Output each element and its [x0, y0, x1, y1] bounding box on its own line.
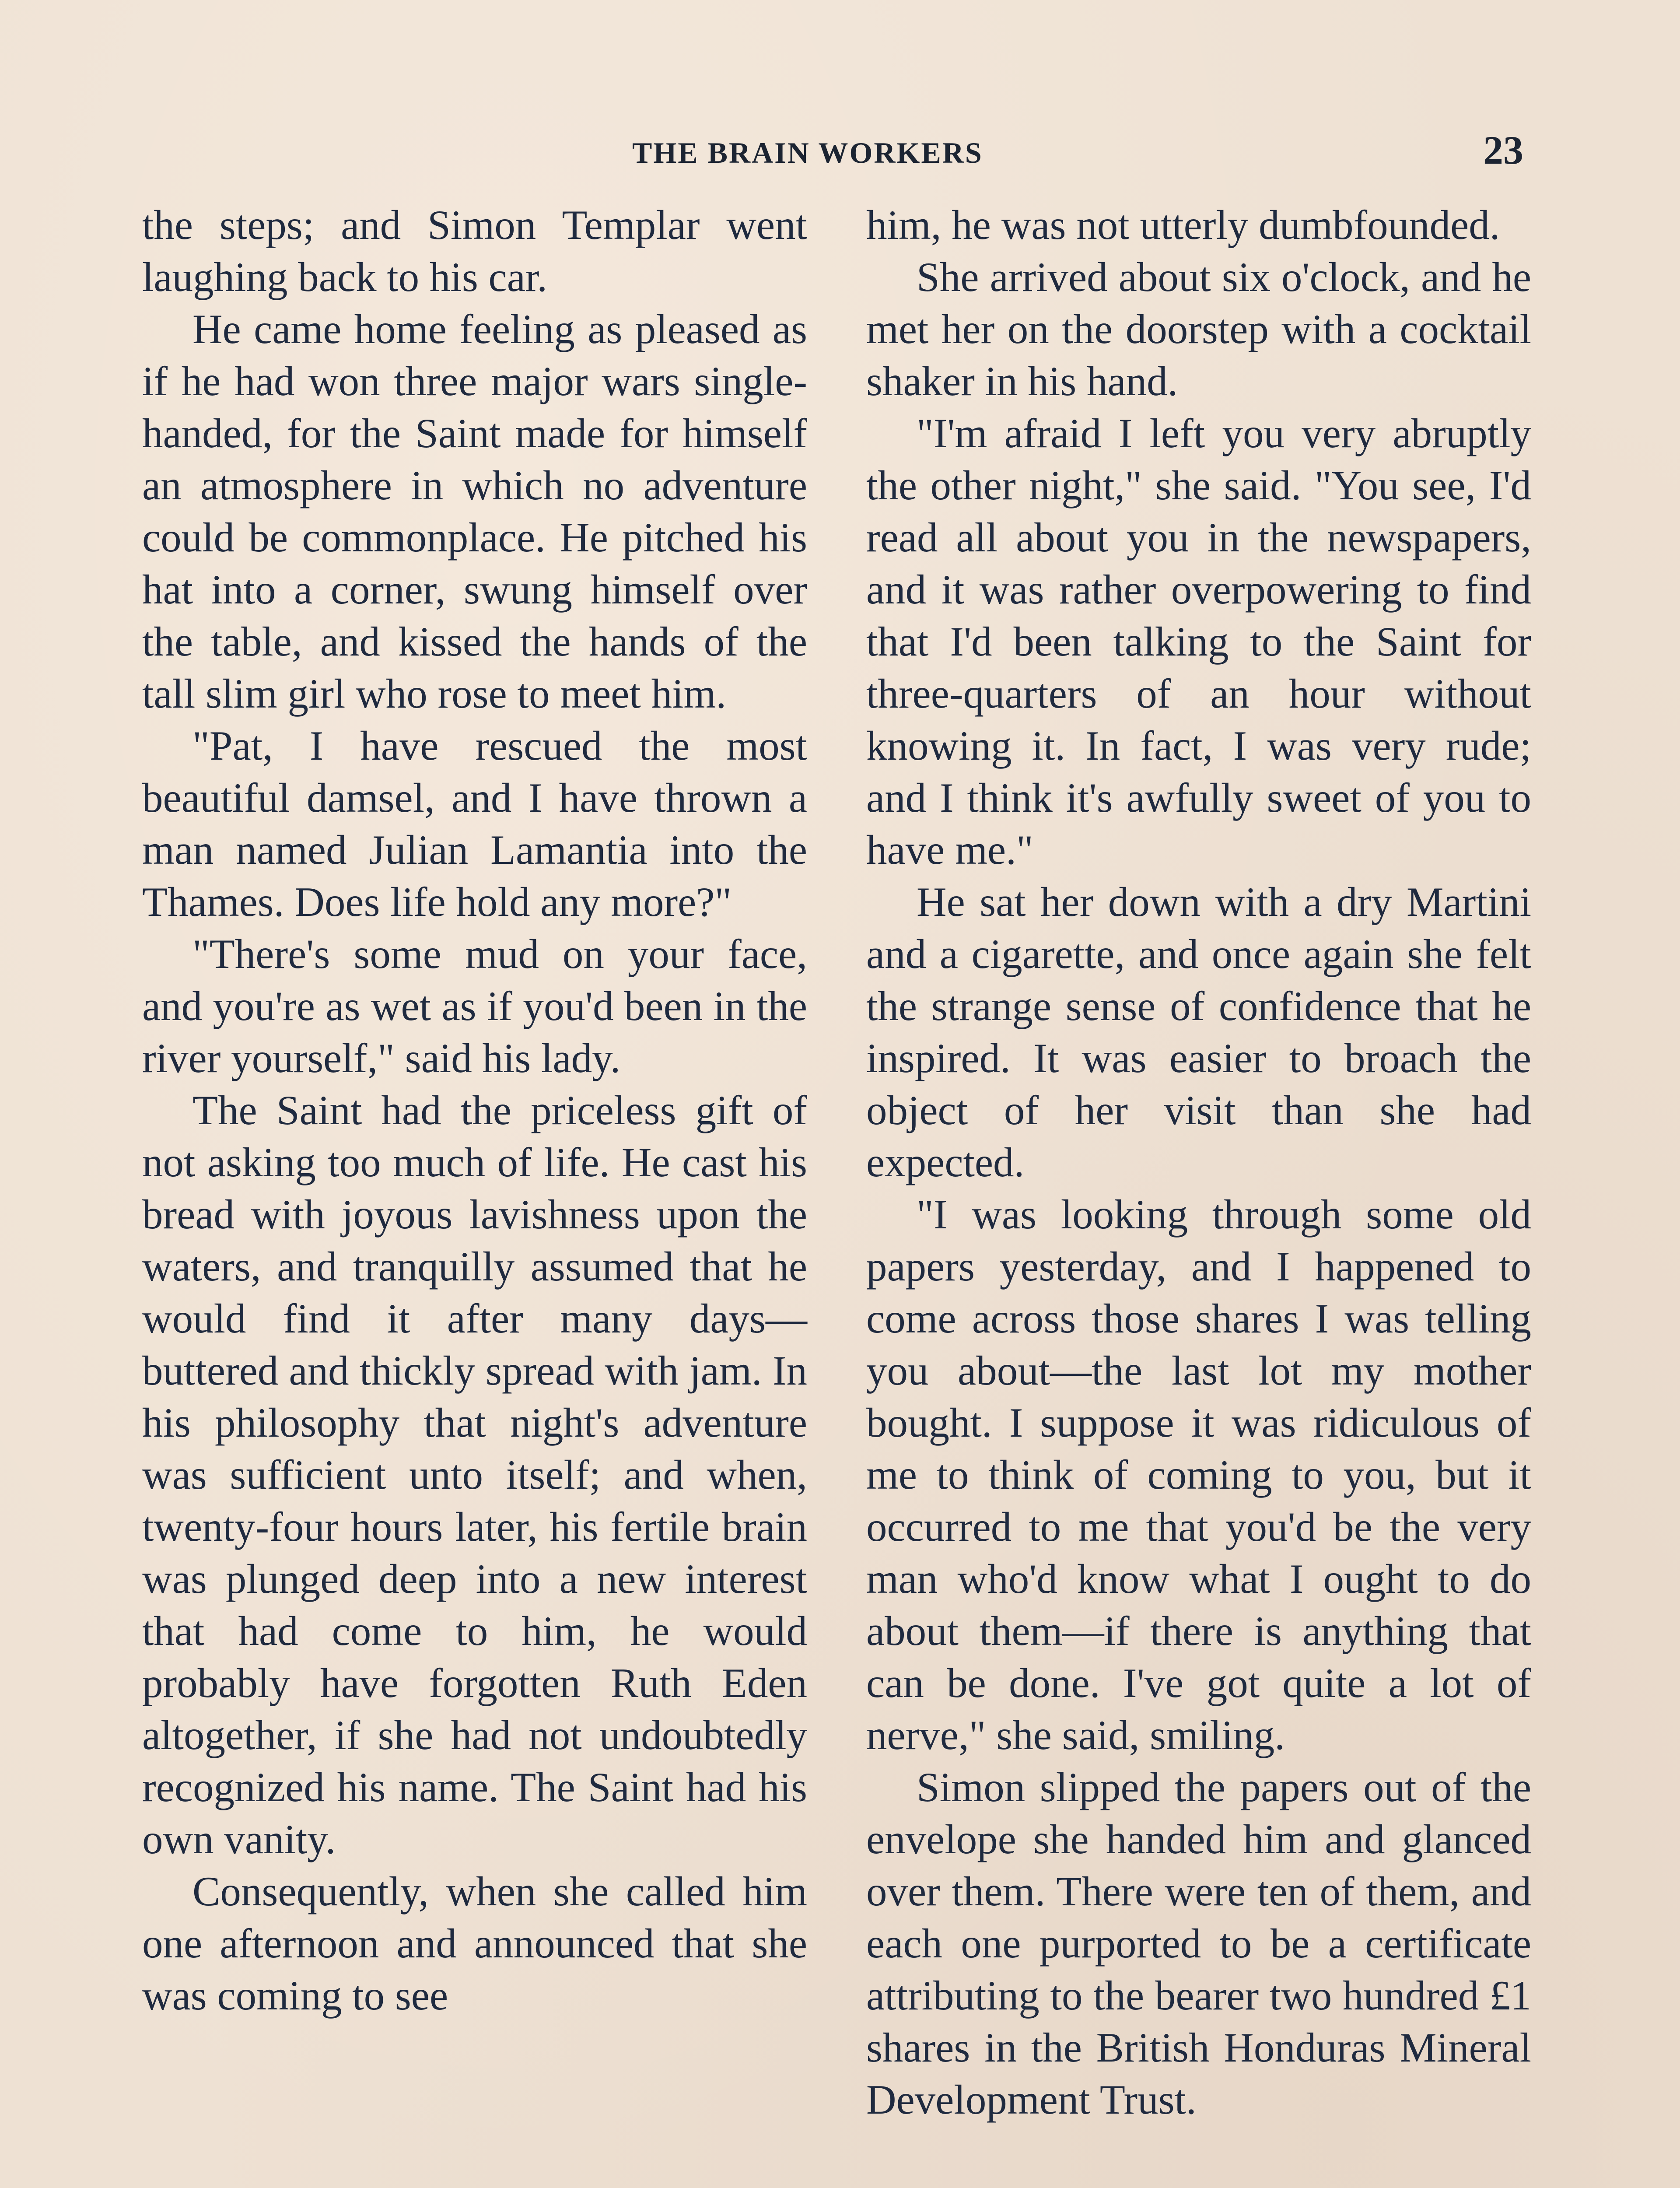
right-column — [866, 199, 1531, 2126]
running-head — [0, 127, 1680, 175]
paragraph: She arrived about six o'clock, and he met her on the doorstep with a cocktail shaker in his hand. — [866, 254, 1531, 404]
paragraph: He sat her down with a dry Martini and a cigarette, and once again she felt the strange sense of confidence that he inspired. It was easier to broach the object of her visit than she had expected. — [866, 879, 1531, 1185]
left-column — [142, 199, 807, 2022]
paragraph: Simon slipped the papers out of the envelope she handed him and glanced over them. There were ten of them, and each one purported to be a certificate attributing to the bearer two hundred £1 shares in the British Honduras Mineral Development Trust. — [866, 1764, 1531, 2123]
paragraph: the steps; and Simon Templar went laughing back to his car. — [142, 202, 807, 300]
paragraph: Consequently, when she called him one afternoon and announced that she was coming to see — [142, 1868, 807, 2019]
paragraph: He came home feeling as pleased as if he had won three major wars single-handed, for the Saint made for himself an atmosphere in which no adventure could be commonplace. He pitched his hat into a corner, swung himself over the table, and kissed the hands of the tall slim girl who rose to meet him. — [142, 306, 807, 717]
page-number: 23 — [1483, 128, 1523, 172]
paragraph: "I'm afraid I left you very abruptly the other night," she said. "You see, I'd read all about you in the newspapers, and it was rather overpowering to find that I'd been talking to the Saint for three-quarters of an hour without knowing it. In fact, I was very rude; and I think it's awfully sweet of you to have me." — [866, 410, 1531, 873]
paragraph: "There's some mud on your face, and you're as wet as if you'd been in the river yourself," said his lady. — [142, 931, 807, 1081]
paragraph: "Pat, I have rescued the most beautiful damsel, and I have thrown a man named Julian Lamantia into the Thames. Does life hold any more?" — [142, 722, 807, 925]
paragraph: "I was looking through some old papers yesterday, and I happened to come across those shares I was telling you about—the last lot my mother bought. I suppose it was ridiculous of me to think of coming to you, but it occurred to me that you'd be the very man who'd know what I ought to do about them—if there is anything that can be done. I've got quite a lot of nerve," she said, smiling. — [866, 1191, 1531, 1758]
paragraph: The Saint had the priceless gift of not asking too much of life. He cast his bread with joyous lavishness upon the waters, and tranquilly assumed that he would find it after many days—buttered and thickly spread with jam. In his philosophy that night's adventure was sufficient unto itself; and when, twenty-four hours later, his fertile brain was plunged deep into a new interest that had come to him, he would probably have forgotten Ruth Eden altogether, if she had not undoubtedly recognized his name. The Saint had his own vanity. — [142, 1087, 807, 1862]
paragraph: him, he was not utterly dumbfounded. — [866, 202, 1500, 248]
chapter-title: THE BRAIN WORKERS — [632, 136, 983, 169]
